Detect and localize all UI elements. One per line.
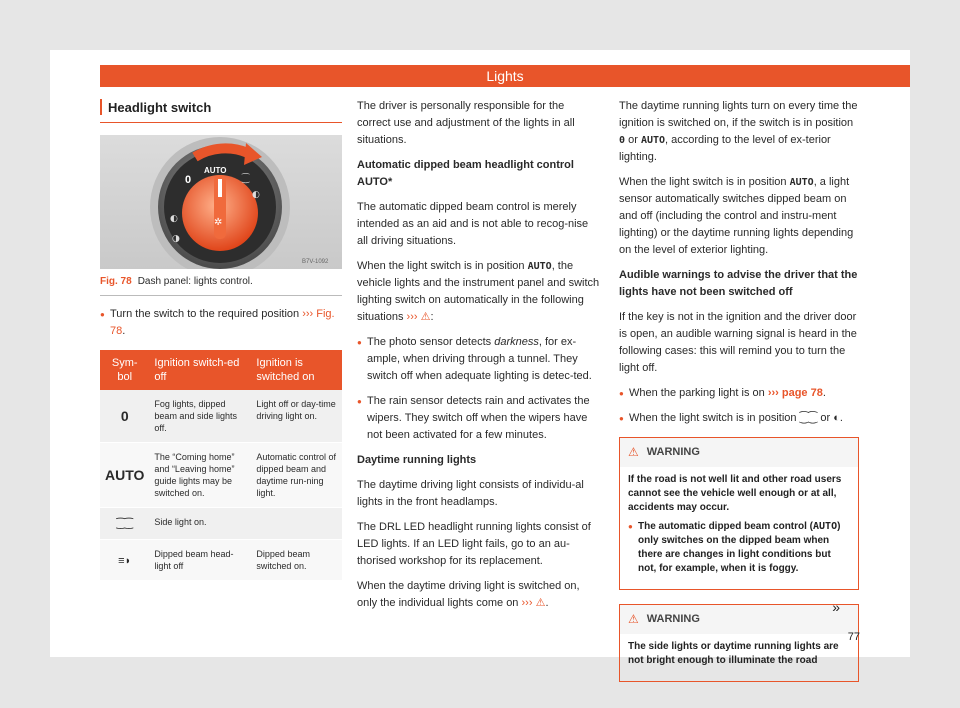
chapter-header: Lights: [100, 65, 910, 87]
table-row: AUTO The “Coming home” and “Leaving home” guide lights may be switched on. Automatic control of dipped beam and daytime run-ning light.: [100, 443, 342, 508]
table-header-symbol: Sym-bol: [100, 350, 149, 390]
warning-link[interactable]: ›››: [406, 311, 418, 323]
side-light-icon: ⁐⁐: [116, 519, 133, 530]
svg-text:0: 0: [185, 174, 192, 186]
switch-position-table: [100, 350, 342, 581]
warning-triangle-icon: ⚠: [420, 311, 431, 323]
page-link[interactable]: ››› page 78: [767, 387, 823, 399]
svg-text:⁐: ⁐: [242, 174, 250, 184]
column-1: [100, 95, 342, 581]
warning-triangle-icon: ⚠: [535, 597, 546, 609]
svg-text:B7V-1092: B7V-1092: [302, 259, 329, 265]
manual-page: [50, 50, 910, 666]
svg-text:AUTO: AUTO: [204, 166, 227, 175]
fog-light-icon: ◐: [833, 412, 840, 424]
column-3: The daytime running lights turn on every time the ignition is switched on, if the switch is in position 0 or AUTO, according to the level of ex-terior lighting. When the light switch is in position AUTO, a light sensor automatically switches dipped beam on and off (including the control and instru-ment lighting) or the daytime running lights depending on the level of exterior lighting. Audible warnings to advise the driver that the lights have not been switched off If the key is not in the ignition and the driver door is open, an audible warning signal is heard in the following cases: this will remind you to turn the light off. ● When the parking light is on ››› page 78. ● When the light switch is in position ⁐⁐ or ◐. ⚠ WARNING If the road is not well lit and other road users cannot see the vehicle well enough or at all, accidents may occur. ● The automatic dipped beam control (AUTO) only switches on the dipped beam when there are changes in light conditions but not, for example, when it is foggy. ⚠ WARNING The side lights or daytime running lights are not bright enough to illuminate the road: [619, 98, 859, 682]
column-2: The driver is personally responsible for the correct use and adjustment of the lights in all situations. Automatic dipped beam headlight control AUTO* The automatic dipped beam control is merely intended as an aid and is not able to recog-nise all driving situations. When the light switch is in position AUTO, the vehicle lights and the instrument panel and switch lighting switch on automatically in the following situations ››› ⚠: ● The photo sensor detects darkness, for ex-ample, when driving through a tunnel. They switch off when adequate lighting is detec-ted. ● The rain sensor detects rain and activates the wipers. They switch off when the wipers have not been activated for a few minutes. Daytime running lights The daytime driving light consists of individu-al lights in the front headlamps. The DRL LED headlight running lights consist of LED lights. If an LED light fails, go to an au-thorised workshop for its replacement. When the daytime driving light is switched on, only the individual lights come on ››› ⚠.: [357, 98, 600, 620]
page-number: 77: [847, 631, 860, 643]
dipped-beam-icon: ≡◗: [118, 555, 132, 567]
warning-triangle-icon: ⚠: [628, 445, 639, 459]
table-row: ≡◗ Dipped beam head-light off Dipped beam switched on.: [100, 540, 342, 581]
figure-caption: Fig. 78 Dash panel: lights control.: [100, 269, 342, 296]
table-row: 0 Fog lights, dipped beam and side lights off. Light off or day-time driving light on.: [100, 390, 342, 443]
headlight-switch-figure: [100, 135, 342, 269]
warning-box: ⚠ WARNING If the road is not well lit and other road users cannot see the vehicle well enough or at all, accidents may occur. ● The automatic dipped beam control (AUTO) only switches on the dipped beam when there are changes in light conditions but not, for example, when it is foggy.: [619, 437, 859, 590]
svg-text:◐: ◐: [170, 214, 178, 224]
warning-box: ⚠ WARNING The side lights or daytime running lights are not bright enough to illuminate the road: [619, 604, 859, 682]
light-switch-dial-icon: [100, 135, 342, 269]
svg-text:◐: ◐: [252, 190, 260, 200]
svg-text:✲: ✲: [214, 217, 223, 228]
table-header-off: Ignition switch-ed off: [149, 350, 251, 390]
figure-link[interactable]: ››› Fig. 78: [110, 308, 335, 337]
table-header-on: Ignition is switched on: [251, 350, 342, 390]
instruction-bullet: ● Turn the switch to the required position ››› Fig. 78.: [100, 306, 342, 340]
continue-marker: »: [832, 599, 840, 615]
section-title: Headlight switch: [100, 99, 342, 123]
svg-text:◑: ◑: [172, 234, 180, 244]
side-light-icon: ⁐⁐: [799, 412, 818, 424]
table-row: ⁐⁐ Side light on.: [100, 508, 342, 540]
warning-triangle-icon: ⚠: [628, 612, 639, 626]
warning-link[interactable]: ›››: [521, 597, 533, 609]
